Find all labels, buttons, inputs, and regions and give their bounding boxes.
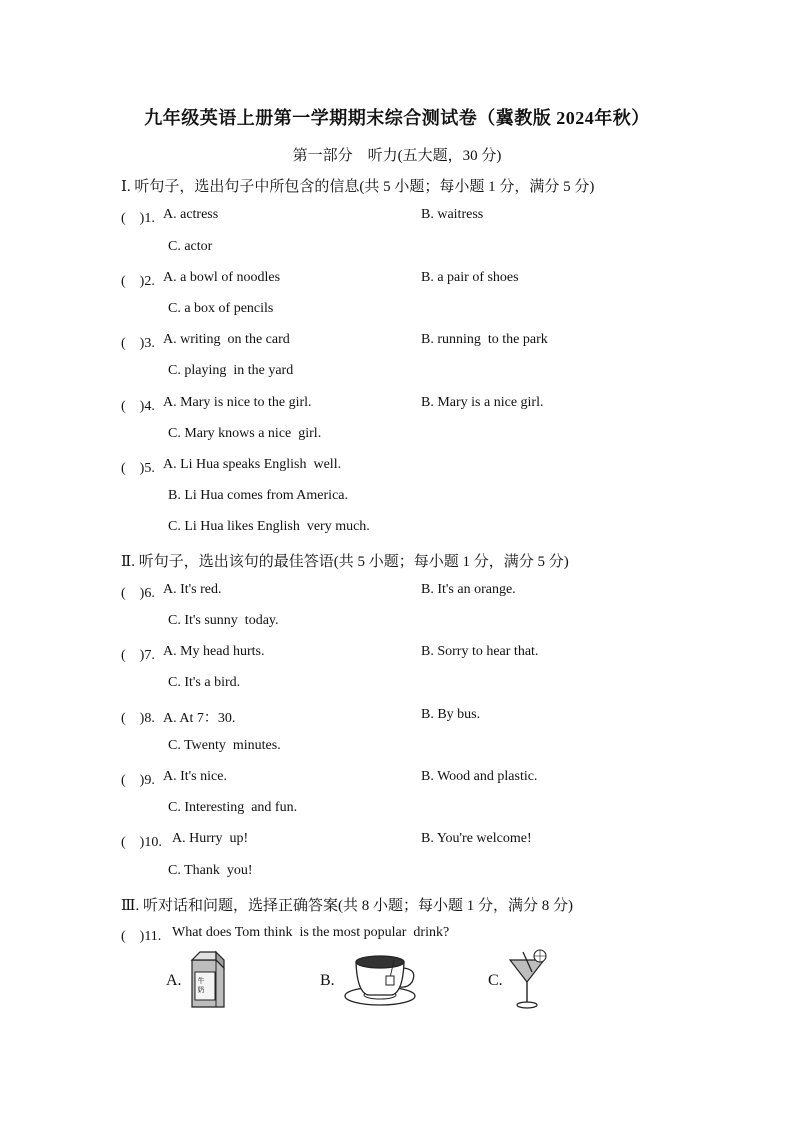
q11-option-b-label: B. (320, 972, 335, 989)
q7-option-b: B. Sorry to hear that. (421, 644, 539, 659)
q4-option-c: C. Mary knows a nice girl. (168, 426, 322, 441)
q8-option-a: A. At 7：30. (163, 711, 236, 726)
q5-option-b: B. Li Hua comes from America. (168, 488, 349, 503)
q1-option-b: B. waitress (421, 207, 484, 222)
tea-cup-icon (342, 952, 420, 1010)
q5-number: ( )5. (121, 461, 155, 476)
q6-option-b: B. It's an orange. (421, 582, 516, 597)
q1-option-a: A. actress (163, 207, 219, 222)
q6-option-a: A. It's red. (163, 582, 222, 597)
page-title: 九年级英语上册第一学期期末综合测试卷（冀教版 2024年秋） (144, 108, 650, 128)
q1-option-c: C. actor (168, 239, 213, 254)
q9-option-c: C. Interesting and fun. (168, 800, 298, 815)
q6-number: ( )6. (121, 586, 155, 601)
q3-option-b: B. running to the park (421, 332, 548, 347)
q8-number: ( )8. (121, 711, 155, 726)
cocktail-glass-icon (506, 948, 550, 1010)
section-3-heading: Ⅲ. 听对话和问题，选择正确答案(共 8 小题；每小题 1 分，满分 8 分) (121, 898, 573, 914)
q8-option-c: C. Twenty minutes. (168, 738, 281, 753)
q5-option-a: A. Li Hua speaks English well. (163, 457, 342, 472)
q11-number: ( )11. (121, 929, 162, 944)
q2-number: ( )2. (121, 274, 155, 289)
q4-option-b: B. Mary is a nice girl. (421, 395, 544, 410)
q5-option-c: C. Li Hua likes English very much. (168, 519, 370, 534)
q2-option-b: B. a pair of shoes (421, 270, 519, 285)
q6-option-c: C. It's sunny today. (168, 613, 279, 628)
q10-option-b: B. You're welcome! (421, 831, 532, 846)
section-2-heading: Ⅱ. 听句子，选出该句的最佳答语(共 5 小题；每小题 1 分，满分 5 分) (121, 554, 569, 570)
q11-option-c-label: C. (488, 972, 503, 989)
q11-option-a-label: A. (166, 972, 182, 989)
q3-option-c: C. playing in the yard (168, 363, 294, 378)
q3-number: ( )3. (121, 336, 155, 351)
q9-option-b: B. Wood and plastic. (421, 769, 538, 784)
q11-question-text: What does Tom think is the most popular drink? (172, 925, 450, 940)
q3-option-a: A. writing on the card (163, 332, 290, 347)
q7-option-c: C. It's a bird. (168, 675, 241, 690)
q4-option-a: A. Mary is nice to the girl. (163, 395, 312, 410)
section-1-heading: Ⅰ. 听句子，选出句子中所包含的信息(共 5 小题；每小题 1 分，满分 5 分) (121, 179, 595, 195)
q1-number: ( )1. (121, 211, 155, 226)
q2-option-a: A. a bowl of noodles (163, 270, 281, 285)
q4-number: ( )4. (121, 399, 155, 414)
q9-number: ( )9. (121, 773, 155, 788)
milk-carton-label: 牛奶 (197, 977, 205, 994)
q10-number: ( )10. (121, 835, 162, 850)
part-heading: 第一部分 听力(五大题，30 分) (292, 148, 502, 164)
milk-carton-icon (186, 950, 228, 1010)
q8-option-b: B. By bus. (421, 707, 481, 722)
q7-number: ( )7. (121, 648, 155, 663)
q9-option-a: A. It's nice. (163, 769, 227, 784)
q7-option-a: A. My head hurts. (163, 644, 265, 659)
q2-option-c: C. a box of pencils (168, 301, 274, 316)
q10-option-c: C. Thank you! (168, 863, 253, 878)
q10-option-a: A. Hurry up! (172, 831, 249, 846)
